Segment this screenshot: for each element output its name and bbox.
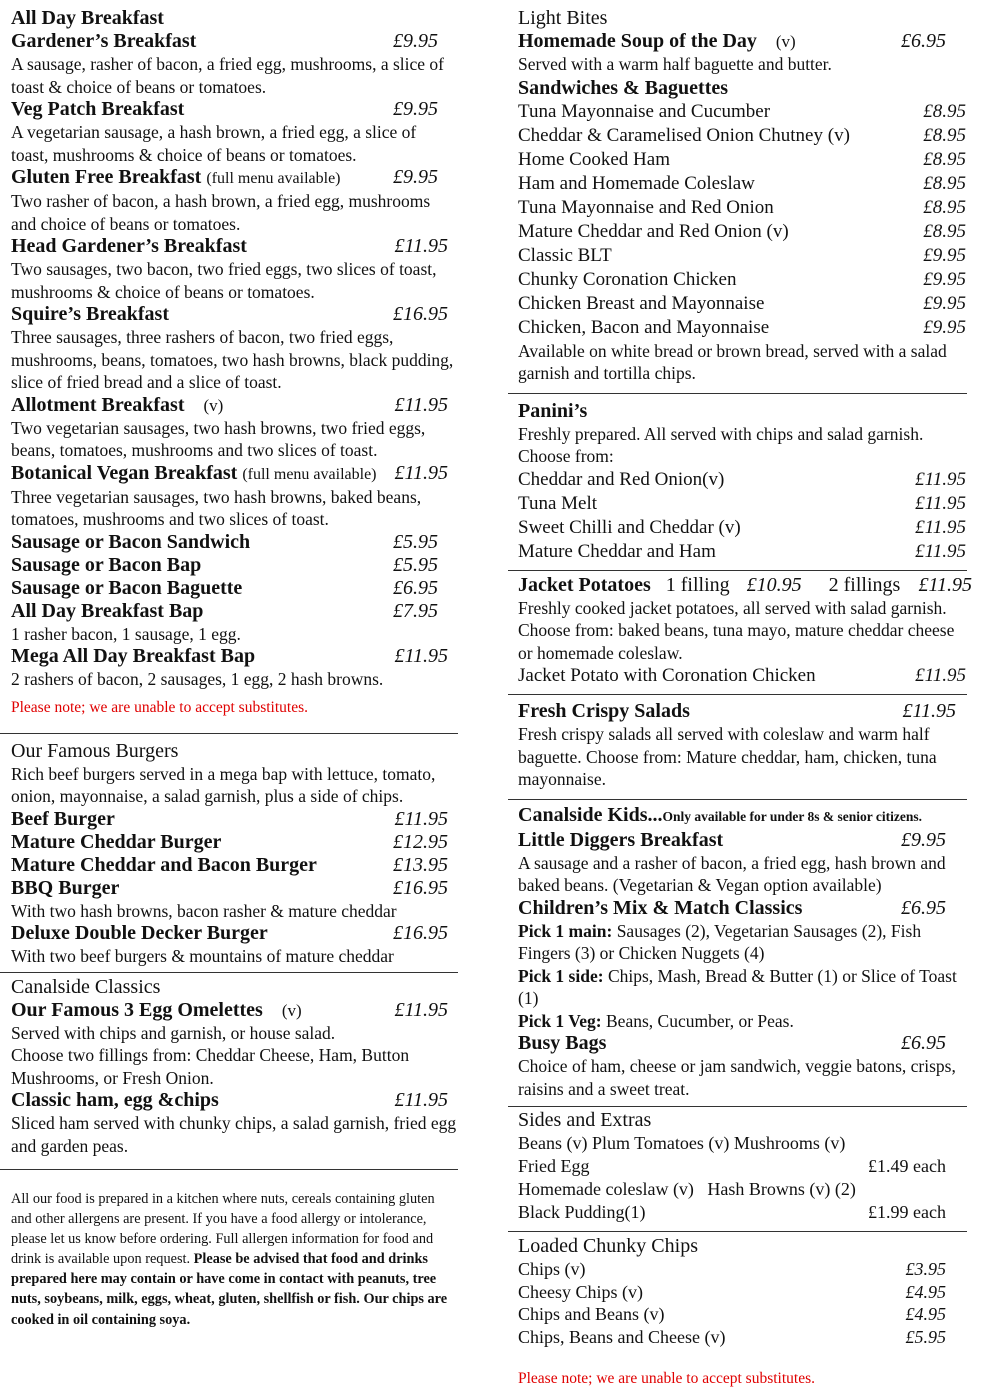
menu-item: [518, 1303, 966, 1326]
menu-item: [518, 468, 966, 492]
item-price: £11.95: [394, 393, 448, 416]
pick-veg: [518, 1010, 966, 1033]
item-price: £8.95: [923, 196, 966, 218]
vegetarian-mark: (v): [203, 395, 224, 415]
menu-item: [518, 172, 966, 196]
pick-options: Sausages (2), Vegetarian Sausages (2), Fish Fingers (3) or Chicken Nuggets (4): [518, 920, 922, 963]
menu-item: [11, 554, 458, 577]
option-one: 1 filling: [665, 573, 730, 596]
chips-section: [518, 1234, 966, 1390]
item-price: £6.95: [901, 30, 946, 52]
menu-item: [518, 492, 966, 516]
breakfast-section: [11, 6, 458, 719]
sides-line: Beans (v) Plum Tomatoes (v) Mushrooms (v): [518, 1133, 846, 1153]
item-description: Two sausages, two bacon, two fried eggs, two slices of toast, mushrooms & choice of beans or tomatoes.: [11, 259, 437, 302]
item-name: Little Diggers Breakfast: [518, 828, 724, 851]
option-two-price: £11.95: [918, 573, 972, 596]
item-name: Tuna Melt: [518, 492, 598, 514]
salads-section: [518, 700, 966, 791]
panini-section: [518, 399, 966, 564]
menu-item: [11, 30, 458, 53]
right-column: [518, 6, 972, 1390]
sides-item: Black Pudding(1): [518, 1202, 646, 1222]
menu-item: [518, 664, 966, 688]
item-price: £9.95: [393, 166, 438, 188]
allergen-warning: Please be advised that food and drinks prepared here may contain or have come in contact with peanuts, tree nuts, soybeans, milk, eggs, wheat, gluten, shellfish or fish. Our chips are cooked in oil containing soya.: [11, 1251, 448, 1328]
jacket-section: [518, 573, 972, 689]
item-price: £11.95: [915, 492, 966, 514]
item-name: Jacket Potato with Coronation Chicken: [518, 665, 816, 686]
sides-price: £1.49 each: [868, 1156, 946, 1176]
menu-item: [11, 999, 458, 1022]
item-name: Cheesy Chips (v): [518, 1281, 643, 1302]
pick-label: Pick 1 main:: [518, 920, 613, 941]
item-price: £6.95: [901, 1032, 946, 1054]
section-title: Jacket Potatoes: [518, 573, 651, 596]
item-price: £11.95: [915, 665, 966, 686]
item-name: Chips, Beans and Cheese (v): [518, 1326, 726, 1347]
item-description: A vegetarian sausage, a hash brown, a fried egg, a slice of toast, mushrooms & choice of beans or tomatoes.: [11, 122, 417, 165]
section-title: Our Famous Burgers: [11, 739, 179, 762]
item-description: With two hash browns, bacon rasher & mature cheddar: [11, 900, 397, 921]
item-name: Head Gardener’s Breakfast: [11, 235, 247, 257]
divider: [508, 799, 967, 800]
item-price: £16.95: [393, 303, 448, 325]
allergen-text: All our food is prepared in a kitchen where nuts, cereals containing gluten and other allergens are present. If you have a food allergy or intolerance, please let us know before ordering. Full allergen information for food and drink is available upon request.: [11, 1191, 435, 1268]
menu-item: [11, 877, 458, 900]
menu-item: [518, 268, 966, 292]
item-description: Served with chips and garnish, or house salad.: [11, 1022, 336, 1043]
item-name: Cheddar and Red Onion(v): [518, 468, 725, 490]
menu-item: [518, 516, 966, 540]
item-name: Chicken Breast and Mayonnaise: [518, 292, 765, 314]
section-title: Panini’s: [518, 399, 588, 422]
item-name: Tuna Mayonnaise and Cucumber: [518, 100, 771, 122]
item-price: £13.95: [393, 853, 448, 876]
item-name: Busy Bags: [518, 1032, 607, 1054]
item-description: Choice of ham, cheese or jam sandwich, veggie batons, crisps, raisins and a sweet treat.: [518, 1056, 956, 1099]
substitutes-note: Please note; we are unable to accept substitutes.: [518, 1370, 815, 1387]
menu-item: [11, 235, 458, 258]
menu-item: [11, 166, 458, 190]
menu-item: [518, 148, 966, 172]
pick-label: Pick 1 side:: [518, 965, 604, 986]
left-column: [11, 6, 458, 1330]
section-title: Fresh Crispy Salads: [518, 700, 690, 722]
item-price: £8.95: [923, 124, 966, 146]
item-price: £12.95: [393, 830, 448, 853]
item-name: Classic ham, egg &chips: [11, 1089, 219, 1111]
menu-item: [518, 100, 966, 124]
item-name: Mature Cheddar Burger: [11, 830, 222, 853]
divider: [508, 694, 967, 695]
item-name: Deluxe Double Decker Burger: [11, 922, 268, 944]
item-price: £9.95: [901, 828, 946, 851]
menu-item: [11, 831, 458, 854]
item-description: 1 rasher bacon, 1 sausage, 1 egg.: [11, 623, 241, 644]
vegetarian-mark: (v): [281, 1000, 302, 1020]
menu-item: [11, 577, 458, 600]
menu-item: [518, 700, 966, 723]
item-name: Mature Cheddar and Bacon Burger: [11, 853, 317, 876]
item-name: Classic BLT: [518, 244, 612, 266]
item-name: Sweet Chilli and Cheddar (v): [518, 516, 741, 538]
item-name: Sausage or Bacon Bap: [11, 553, 202, 576]
item-description: A sausage, rasher of bacon, a fried egg, mushrooms, a slice of toast & choice of beans or tomatoes.: [11, 54, 444, 97]
item-name: Chicken, Bacon and Mayonnaise: [518, 316, 770, 338]
sandwich-list: [518, 100, 966, 340]
item-name: BBQ Burger: [11, 876, 120, 899]
menu-item: [518, 220, 966, 244]
menu-item: [518, 829, 966, 852]
item-description: Freshly cooked jacket potatoes, all served with salad garnish. Choose from: baked beans, tuna mayo, mature cheddar cheese or homemade coleslaw.: [518, 597, 955, 663]
item-price: £8.95: [923, 100, 966, 122]
item-description: Fresh crispy salads all served with coleslaw and warm half baguette. Choose from: Mature cheddar, ham, chicken, tuna mayonnaise.: [518, 724, 937, 789]
menu-item: [11, 98, 458, 121]
item-name: Tuna Mayonnaise and Red Onion: [518, 196, 774, 218]
item-name: Children’s Mix & Match Classics: [518, 896, 803, 919]
sides-line: [518, 1201, 966, 1224]
item-name: Chips (v): [518, 1259, 586, 1279]
menu-item: [11, 1089, 458, 1112]
item-name: Squire’s Breakfast: [11, 303, 169, 325]
sides-section: [518, 1108, 966, 1224]
divider: [0, 972, 458, 973]
item-price: £9.95: [923, 268, 966, 290]
section-title: Loaded Chunky Chips: [518, 1235, 698, 1257]
vegetarian-mark: (v): [775, 32, 796, 51]
sides-item: Fried Egg: [518, 1156, 590, 1176]
menu-item: [11, 922, 458, 945]
menu-item: [11, 303, 458, 326]
kids-title: [518, 803, 966, 829]
item-description: Choose two fillings from: Cheddar Cheese, Ham, Button Mushrooms, or Fresh Onion.: [11, 1045, 410, 1088]
item-price: £9.95: [393, 98, 438, 120]
item-description: With two beef burgers & mountains of mature cheddar: [11, 946, 394, 966]
sides-price: £1.99 each: [868, 1202, 946, 1222]
section-title: Light Bites: [518, 7, 608, 29]
item-price: £7.95: [393, 599, 438, 622]
item-price: £11.95: [394, 461, 448, 484]
item-price: £8.95: [923, 220, 966, 242]
sides-line: Homemade coleslaw (v) Hash Browns (v) (2): [518, 1179, 856, 1199]
menu-item: [11, 600, 458, 623]
item-price: £11.95: [915, 516, 966, 538]
item-price: £4.95: [905, 1304, 946, 1324]
item-name: Mature Cheddar and Ham: [518, 540, 716, 562]
item-name: Sausage or Bacon Sandwich: [11, 530, 251, 553]
item-name: Home Cooked Ham: [518, 148, 670, 170]
menu-item: [518, 540, 966, 564]
item-description: 2 rashers of bacon, 2 sausages, 1 egg, 2 hash browns.: [11, 669, 384, 689]
section-intro: Rich beef burgers served in a mega bap with lettuce, tomato, onion, mayonnaise, a salad garnish, plus a side of chips.: [11, 763, 436, 806]
divider: [508, 1231, 967, 1232]
item-description: Served with a warm half baguette and butter.: [518, 54, 832, 74]
item-name: Gardener’s Breakfast: [11, 30, 197, 52]
item-description: Sliced ham served with chunky chips, a salad garnish, fried egg and garden peas.: [11, 1113, 457, 1156]
item-description: A sausage and a rasher of bacon, a fried egg, hash brown and baked beans. (Vegetarian & Vegan option available): [518, 852, 946, 895]
light-bites-section: [518, 6, 966, 76]
option-one-price: £10.95: [746, 573, 802, 596]
divider: [508, 570, 967, 571]
item-price: £4.95: [905, 1281, 946, 1302]
item-name: Homemade Soup of the Day: [518, 30, 757, 52]
item-name: Veg Patch Breakfast: [11, 98, 185, 120]
menu-item: [518, 292, 966, 316]
divider: [0, 733, 458, 734]
pick-options: Beans, Cucumber, or Peas.: [606, 1010, 794, 1031]
item-price: £11.95: [394, 998, 448, 1021]
menu-item: [518, 1281, 966, 1304]
menu-item: [518, 1032, 966, 1055]
menu-item: [11, 462, 458, 486]
divider: [508, 393, 967, 394]
item-price: £9.95: [923, 292, 966, 314]
divider: [0, 1169, 458, 1170]
item-description: Two vegetarian sausages, two hash browns, two fried eggs, beans, tomatoes, mushrooms and two slices of toast.: [11, 417, 426, 460]
item-name: Mega All Day Breakfast Bap: [11, 645, 256, 667]
item-price: £11.95: [394, 235, 448, 257]
pick-main: [518, 920, 966, 965]
item-price: £11.95: [394, 807, 448, 830]
pick-options: Chips, Mash, Bread & Butter (1) or Slice of Toast (1): [518, 965, 957, 1008]
menu-item: [11, 394, 458, 417]
item-price: £11.95: [902, 700, 956, 722]
menu-item: [518, 1258, 966, 1281]
item-price: £11.95: [394, 1089, 448, 1111]
item-price: £6.95: [393, 576, 438, 599]
pick-label: Pick 1 Veg:: [518, 1010, 602, 1031]
item-note: (full menu available): [242, 465, 377, 483]
menu-item: [11, 645, 458, 668]
menu-item: [518, 244, 966, 268]
item-price: £16.95: [393, 876, 448, 899]
item-name: Mature Cheddar and Red Onion (v): [518, 220, 789, 242]
divider: [508, 1106, 967, 1107]
kids-section: [518, 803, 966, 1101]
item-name: Chunky Coronation Chicken: [518, 268, 737, 290]
menu-item: [518, 124, 966, 148]
item-description: Two rasher of bacon, a hash brown, a fried egg, mushrooms and choice of beans or tomatoes.: [11, 191, 431, 234]
item-name: Sausage or Bacon Baguette: [11, 576, 243, 599]
item-name: Our Famous 3 Egg Omelettes: [11, 998, 263, 1021]
sandwiches-section: [518, 76, 966, 385]
menu-item: [518, 30, 966, 53]
item-price: £9.95: [923, 244, 966, 266]
item-note: (full menu available): [206, 170, 341, 187]
section-title: Canalside Classics: [11, 975, 161, 998]
item-description: Three vegetarian sausages, two hash browns, baked beans, tomatoes, mushrooms and two slices of toast.: [11, 486, 422, 529]
item-price: £3.95: [905, 1259, 946, 1279]
section-title: All Day Breakfast: [11, 7, 164, 29]
item-name: Gluten Free Breakfast: [11, 166, 202, 188]
item-name: Beef Burger: [11, 807, 115, 830]
menu-item: [11, 808, 458, 831]
item-price: £8.95: [923, 172, 966, 194]
kids-note: Only available for under 8s & senior citizens.: [662, 808, 922, 824]
section-intro: Freshly prepared. All served with chips and salad garnish. Choose from:: [518, 423, 924, 466]
item-name: Chips and Beans (v): [518, 1304, 665, 1324]
item-price: £11.95: [915, 540, 966, 562]
menu-item: [518, 1326, 966, 1349]
section-title: Canalside Kids...: [518, 803, 663, 826]
option-two: 2 fillings: [828, 573, 901, 596]
item-name: Cheddar & Caramelised Onion Chutney (v): [518, 124, 850, 146]
item-price: £11.95: [915, 468, 966, 490]
item-name: Ham and Homemade Coleslaw: [518, 172, 755, 194]
menu-item: [518, 196, 966, 220]
menu-item: [11, 531, 458, 554]
item-name: Botanical Vegan Breakfast: [11, 461, 238, 484]
sides-line: [518, 1155, 966, 1178]
item-description: Three sausages, three rashers of bacon, two fried eggs, mushrooms, beans, tomatoes, two hash browns, black pudding, slice of fried bread and a slice of toast.: [11, 327, 454, 392]
item-price: £8.95: [923, 148, 966, 170]
burgers-section: [11, 739, 458, 968]
menu-item: [518, 316, 966, 340]
item-name: All Day Breakfast Bap: [11, 599, 204, 622]
item-price: £9.95: [923, 316, 966, 338]
jacket-header: [518, 573, 972, 597]
pick-side: [518, 965, 966, 1010]
allergen-notice: [11, 1189, 458, 1330]
section-footer: Available on white bread or brown bread, served with a salad garnish and tortilla chips.: [518, 340, 947, 383]
item-price: £5.95: [905, 1326, 946, 1347]
classics-section: [11, 975, 458, 1158]
item-price: £6.95: [901, 896, 946, 919]
substitutes-note: Please note; we are unable to accept substitutes.: [11, 698, 308, 716]
section-title: Sandwiches & Baguettes: [518, 76, 729, 99]
item-price: £16.95: [393, 922, 448, 944]
item-price: £5.95: [393, 553, 438, 576]
section-title: Sides and Extras: [518, 1109, 652, 1131]
item-name: Allotment Breakfast: [11, 393, 185, 416]
item-price: £11.95: [394, 645, 448, 667]
menu-item: [518, 897, 966, 920]
item-price: £9.95: [393, 30, 438, 52]
menu-item: [11, 854, 458, 877]
item-price: £5.95: [393, 530, 438, 553]
